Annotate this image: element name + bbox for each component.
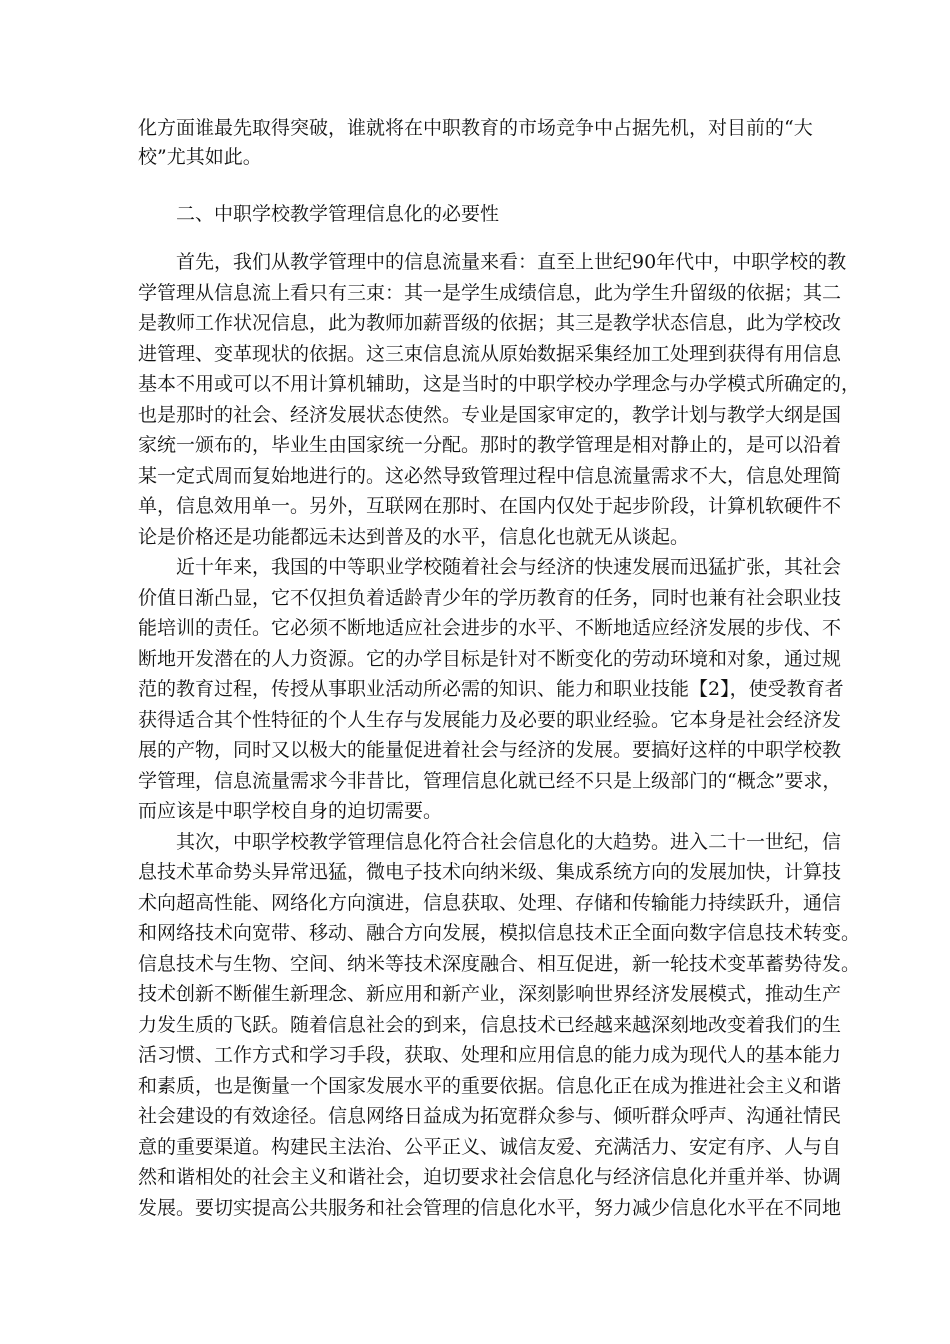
text-line: 进管理、变革现状的依据。这三束信息流从原始数据采集经加工处理到获得有用信息 <box>138 343 842 365</box>
text-line: 然和谐相处的社会主义和谐社会，迫切要求社会信息化与经济信息化并重并举、协调 <box>138 1166 842 1188</box>
text-line: 是教师工作状况信息，此为教师加薪晋级的依据；其三是教学状态信息，此为学校改 <box>138 312 842 334</box>
text-line: 其次，中职学校教学管理信息化符合社会信息化的大趋势。进入二十一世纪，信 <box>176 831 842 853</box>
text-line: 近十年来，我国的中等职业学校随着社会与经济的快速发展而迅猛扩张，其社会 <box>176 556 842 578</box>
text-line: 发展。要切实提高公共服务和社会管理的信息化水平，努力减少信息化水平在不同地 <box>138 1197 842 1219</box>
text-line: 价值日渐凸显，它不仅担负着适龄青少年的学历教育的任务，同时也兼有社会职业技 <box>138 587 842 609</box>
text-line: 首先，我们从教学管理中的信息流量来看：直至上世纪90年代中，中职学校的教 <box>176 251 847 273</box>
text-line: 校”尤其如此。 <box>138 146 262 168</box>
text-line: 也是那时的社会、经济发展状态使然。专业是国家审定的，教学计划与教学大纲是国 <box>138 404 842 426</box>
text-line: 获得适合其个性特征的个人生存与发展能力及必要的职业经验。它本身是社会经济发 <box>138 709 842 731</box>
text-line: 某一定式周而复始地进行的。这必然导致管理过程中信息流量需求不大，信息处理简 <box>138 465 842 487</box>
text-line: 范的教育过程，传授从事职业活动所必需的知识、能力和职业技能【2】，使受教育者 <box>138 678 844 700</box>
text-line: 息技术革命势头异常迅猛，微电子技术向纳米级、集成系统方向的发展加快，计算技 <box>138 861 842 883</box>
text-line: 社会建设的有效途径。信息网络日益成为拓宽群众参与、倾听群众呼声、沟通社情民 <box>138 1105 842 1127</box>
text-line: 基本不用或可以不用计算机辅助，这是当时的中职学校办学理念与办学模式所确定的， <box>138 373 861 395</box>
text-line: 断地开发潜在的人力资源。它的办学目标是针对不断变化的劳动环境和对象，通过规 <box>138 648 842 670</box>
text-line: 能培训的责任。它必须不断地适应社会进步的水平、不断地适应经济发展的步伐、不 <box>138 617 842 639</box>
text-line: 化方面谁最先取得突破，谁就将在中职教育的市场竞争中占据先机，对目前的“大 <box>138 117 813 139</box>
text-line: 力发生质的飞跃。随着信息社会的到来，信息技术已经越来越深刻地改变着我们的生 <box>138 1014 842 1036</box>
text-line: 论是价格还是功能都远未达到普及的水平，信息化也就无从谈起。 <box>138 526 690 548</box>
text-line: 家统一颁布的，毕业生由国家统一分配。那时的教学管理是相对静止的，是可以沿着 <box>138 434 842 456</box>
text-line: 意的重要渠道。构建民主法治、公平正义、诚信友爱、充满活力、安定有序、人与自 <box>138 1136 842 1158</box>
text-line: 和素质，也是衡量一个国家发展水平的重要依据。信息化正在成为推进社会主义和谐 <box>138 1075 842 1097</box>
text-line: 学管理从信息流上看只有三束：其一是学生成绩信息，此为学生升留级的依据；其二 <box>138 282 842 304</box>
text-line: 技术创新不断催生新理念、新应用和新产业，深刻影响世界经济发展模式，推动生产 <box>138 983 842 1005</box>
text-line: 信息技术与生物、空间、纳米等技术深度融合、相互促进，新一轮技术变革蓄势待发。 <box>138 953 861 975</box>
text-line: 和网络技术向宽带、移动、融合方向发展，模拟信息技术正全面向数字信息技术转变。 <box>138 922 861 944</box>
text-line: 术向超高性能、网络化方向演进，信息获取、处理、存储和传输能力持续跃升，通信 <box>138 892 842 914</box>
text-line: 而应该是中职学校自身的迫切需要。 <box>138 800 443 822</box>
text-line: 展的产物，同时又以极大的能量促进着社会与经济的发展。要搞好这样的中职学校教 <box>138 739 842 761</box>
text-line: 活习惯、工作方式和学习手段，获取、处理和应用信息的能力成为现代人的基本能力 <box>138 1044 842 1066</box>
text-line: 二、中职学校教学管理信息化的必要性 <box>176 203 500 225</box>
text-line: 学管理，信息流量需求今非昔比，管理信息化就已经不只是上级部门的“概念”要求， <box>138 770 842 792</box>
text-line: 单，信息效用单一。另外，互联网在那时、在国内仅处于起步阶段，计算机软硬件不 <box>138 495 842 517</box>
